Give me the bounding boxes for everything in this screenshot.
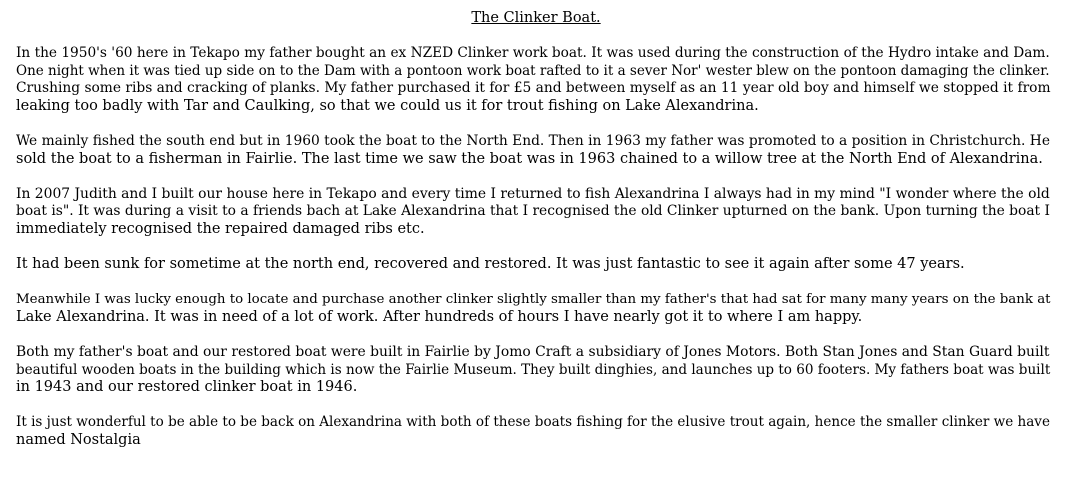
paragraph-line: leaking too badly with Tar and Caulking, so that we could us it for trout fishing on Lake Alexandrina.: [16, 97, 759, 114]
document: [16, 9, 1056, 467]
paragraph-3: [16, 186, 1056, 239]
paragraph-line: in 1943 and our restored clinker boat in 1946.: [16, 379, 358, 396]
paragraph-5: [16, 291, 1056, 326]
paragraph-line: In 2007 Judith and I built our house here in Tekapo and every time I returned to fish Alexandrina I always had in my mind "I wonder where the old: [16, 185, 1050, 202]
paragraph-line: Lake Alexandrina. It was in need of a lot of work. After hundreds of hours I have nearly got it to where I am happy.: [16, 308, 863, 325]
paragraph-line: It is just wonderful to be able to be back on Alexandrina with both of these boats fishing for the elusive trout again, hence the smaller clinker we have: [16, 414, 1050, 431]
paragraph-4: [16, 256, 1056, 274]
paragraph-line: Meanwhile I was lucky enough to locate and purchase another clinker slightly smaller than my father's that had sat for many many years on the bank at: [16, 292, 1051, 308]
paragraph-line: One night when it was tied up side on to the Dam with a pontoon work boat rafted to it a sever Nor' wester blew on the pontoon damaging the clinker.: [16, 62, 1050, 79]
paragraph-1: [16, 45, 1056, 115]
paragraph-line: sold the boat to a fisherman in Fairlie. The last time we saw the boat was in 1963 chained to a willow tree at the North End of Alexandrina.: [16, 150, 1043, 167]
paragraph-line: In the 1950's '60 here in Tekapo my father bought an ex NZED Clinker work boat. It was used during the construction of the Hydro intake and Dam.: [16, 45, 1050, 61]
paragraph-line: It had been sunk for sometime at the north end, recovered and restored. It was just fantastic to see it again after some 47 years.: [16, 256, 965, 273]
paragraph-line: Crushing some ribs and cracking of planks. My father purchased it for £5 and between myself as an 11 year old boy and himself we stopped it from: [16, 80, 1051, 97]
paragraph-line: Both my father's boat and our restored boat were built in Fairlie by Jomo Craft a subsidiary of Jones Motors. Both Stan Jones and Stan Guard built: [16, 344, 1050, 361]
document-title: The Clinker Boat.: [471, 10, 601, 26]
paragraph-line: named Nostalgia: [16, 432, 141, 449]
paragraph-6: [16, 344, 1056, 397]
paragraph-line: beautiful wooden boats in the building which is now the Fairlie Museum. They built dinghies, and launches up to 60 footers. My fathers boat was built: [16, 361, 1051, 378]
paragraph-2: [16, 133, 1056, 168]
paragraph-line: boat is". It was during a visit to a friends bach at Lake Alexandrina that I recognised the old Clinker upturned on the bank. Upon turning the boat I: [16, 203, 1050, 220]
paragraph-7: [16, 414, 1056, 449]
paragraph-line: We mainly fished the south end but in 1960 took the boat to the North End. Then in 1963 my father was promoted to a position in Christchurch. He: [16, 132, 1050, 149]
paragraph-line: immediately recognised the repaired damaged ribs etc.: [16, 220, 425, 237]
